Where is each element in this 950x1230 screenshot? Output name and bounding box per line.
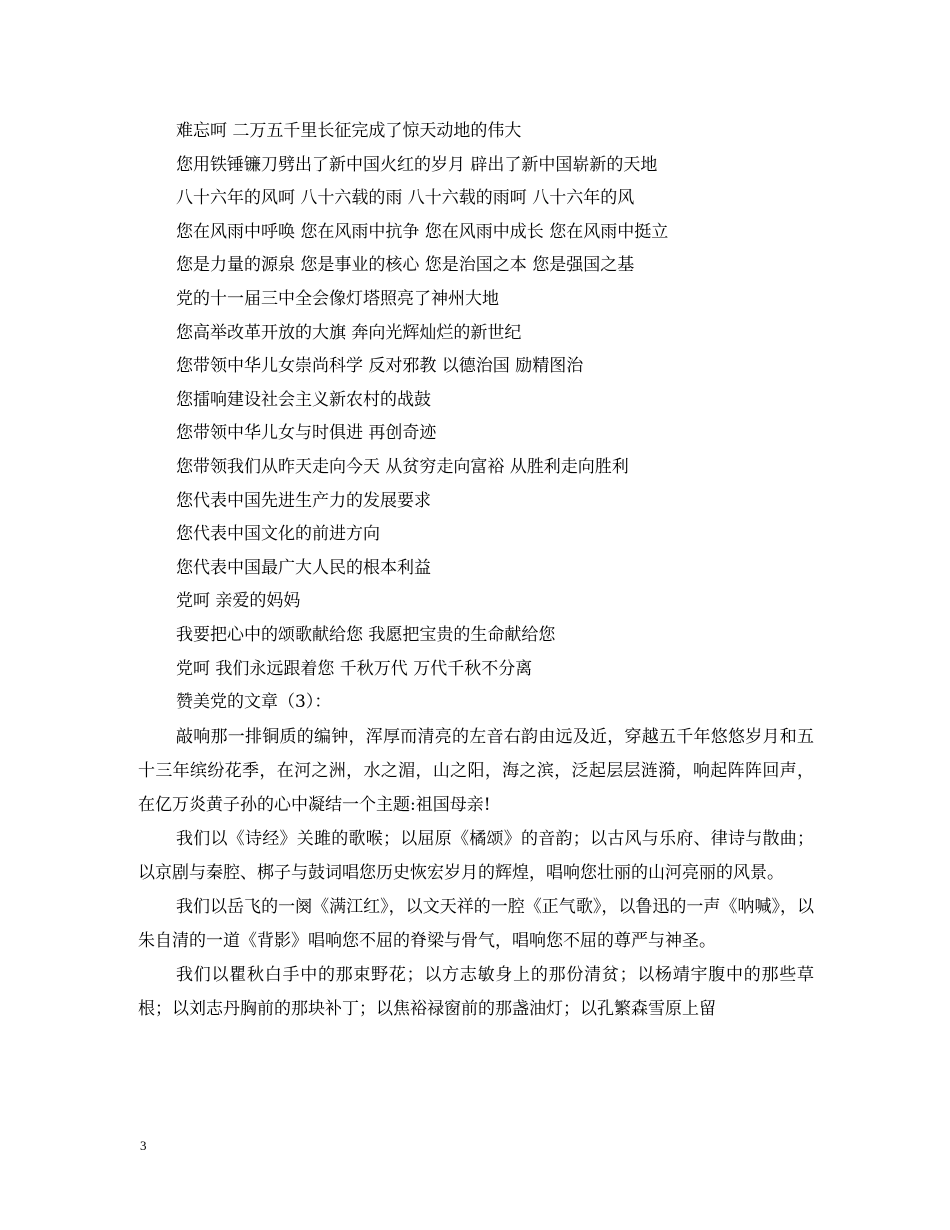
poem-line: 我要把心中的颂歌献给您 我愿把宝贵的生命献给您 (176, 624, 556, 645)
poem-line: 您高举改革开放的大旗 奔向光辉灿烂的新世纪 (176, 322, 522, 343)
poem-line: 您在风雨中呼唤 您在风雨中抗争 您在风雨中成长 您在风雨中挺立 (176, 221, 669, 242)
poem-line: 党的十一届三中全会像灯塔照亮了神州大地 (176, 288, 499, 309)
poem-line: 您擂响建设社会主义新农村的战鼓 (176, 389, 431, 410)
section-heading: 赞美党的文章（3）： (176, 692, 332, 713)
poem-line: 八十六年的风呵 八十六载的雨 八十六载的雨呵 八十六年的风 (176, 188, 635, 209)
document-body (138, 115, 814, 1026)
poem-line: 您代表中国先进生产力的发展要求 (176, 490, 431, 511)
body-paragraph: 我们以岳飞的一阕《满江红》，以文天祥的一腔《正气歌》，以鲁迅的一声《呐喊》，以朱自清的一道《背影》唱响您不屈的脊梁与骨气，唱响您不屈的尊严与神圣。 (138, 896, 814, 951)
poem-line: 您带领中华儿女崇尚科学 反对邪教 以德治国 励精图治 (176, 356, 584, 377)
poem-line: 难忘呵 二万五千里长征完成了惊天动地的伟大 (176, 121, 522, 141)
body-paragraph: 我们以瞿秋白手中的那束野花；以方志敏身上的那份清贫；以杨靖宇腹中的那些草根；以刘志丹胸前的那块补丁；以焦裕禄窗前的那盏油灯；以孔繁森雪原上留 (138, 964, 814, 1019)
poem-line: 党呵 亲爱的妈妈 (176, 591, 301, 612)
poem-line: 您代表中国最广大人民的根本利益 (176, 557, 431, 578)
body-paragraph: 我们以《诗经》关雎的歌喉；以屈原《橘颂》的音韵；以古风与乐府、律诗与散曲；以京剧与秦腔、梆子与鼓词唱您历史恢宏岁月的辉煌，唱响您壮丽的山河亮丽的风景。 (138, 828, 814, 883)
poem-line: 党呵 我们永远跟着您 千秋万代 万代千秋不分离 (176, 658, 533, 679)
poem-line: 您带领中华儿女与时俱进 再创奇迹 (176, 423, 437, 444)
poem-line: 您带领我们从昨天走向今天 从贫穷走向富裕 从胜利走向胜利 (176, 456, 629, 477)
poem-line: 您是力量的源泉 您是事业的核心 您是治国之本 您是强国之基 (176, 255, 635, 276)
body-paragraph: 敲响那一排铜质的编钟，浑厚而清亮的左音右韵由远及近，穿越五千年悠悠岁月和五十三年缤纷花季，在河之洲，水之湄，山之阳，海之滨，泛起层层涟漪，响起阵阵回声，在亿万炎黄子孙的心中凝结一个主题:祖国母亲! (138, 726, 814, 815)
poem-line: 您用铁锤镰刀劈出了新中国火红的岁月 辟出了新中国崭新的天地 (176, 154, 658, 175)
page-number: 3 (140, 1138, 147, 1153)
poem-line: 您代表中国文化的前进方向 (176, 524, 380, 545)
